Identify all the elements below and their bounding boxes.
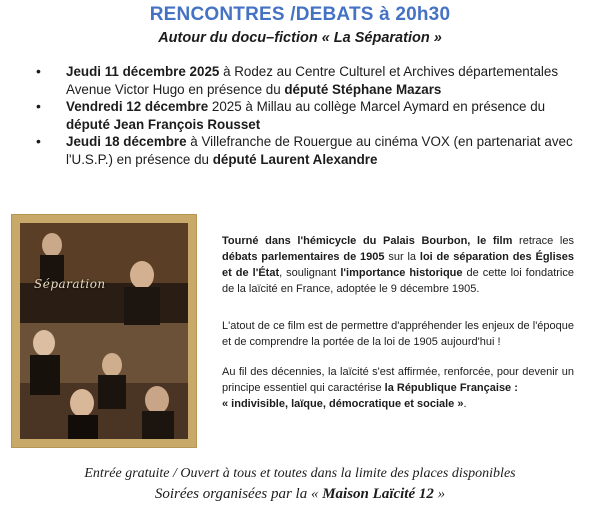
admission-note: Entrée gratuite / Ouvert à tous et toutes dans la limite des places disponibles xyxy=(84,466,516,481)
description-paragraph-2: L'atout de ce film est de permettre d'appréhender les enjeux de l'époque et de comprendre la portée de la loi de 1905 aujourd'hui ! xyxy=(222,320,574,348)
event-details: à Villefranche de Rouergue au cinéma VOX (en partenariat avec l'U.S.P.) en présence du xyxy=(66,134,573,167)
poster-title: Séparation xyxy=(34,277,106,291)
event-details: à Rodez au Centre Culturel et Archives départementales Avenue Victor Hugo en présence du xyxy=(66,64,559,97)
event-list xyxy=(36,63,586,168)
event-guest: député Laurent Alexandre xyxy=(212,151,378,167)
event-date: Vendredi 12 décembre xyxy=(66,99,209,114)
organizer-name: Maison Laïcité 12 xyxy=(322,486,434,502)
event-date: Jeudi 11 décembre 2025 xyxy=(66,64,220,79)
page-subtitle: Autour du docu–fiction « La Séparation » xyxy=(158,30,442,46)
page-title: RENCONTRES /DEBATS à 20h30 xyxy=(149,4,451,25)
film-poster-image xyxy=(12,215,196,447)
event-date: Jeudi 18 décembre xyxy=(66,134,187,149)
description-paragraph-1: Tourné dans l'hémicycle du Palais Bourbon, le film retrace les débats parlementaires de 1905 sur la loi de séparation des Églises et de l'État, soulignant l'importance historique de cette loi fondatrice de la laïcité en France, adoptée le 9 décembre 1905. xyxy=(222,235,575,295)
event-guest: député Stéphane Mazars xyxy=(284,81,442,97)
event-details: 2025 à Millau au collège Marcel Aymard en présence du xyxy=(208,99,546,114)
event-item-rodez xyxy=(36,63,586,98)
event-guest: député Jean François Rousset xyxy=(66,116,261,132)
event-item-villefranche xyxy=(36,133,586,168)
organizer-note: Soirées organisées par la « Maison Laïcité 12 » xyxy=(154,486,446,502)
poster-artwork xyxy=(12,215,196,447)
event-item-millau xyxy=(36,98,586,133)
description-paragraph-3: Au fil des décennies, la laïcité s'est affirmée, renforcée, pour devenir un principe essentiel qui caractérise la République Française : « indivisible, laïque, démocratique et sociale ». xyxy=(222,366,574,410)
